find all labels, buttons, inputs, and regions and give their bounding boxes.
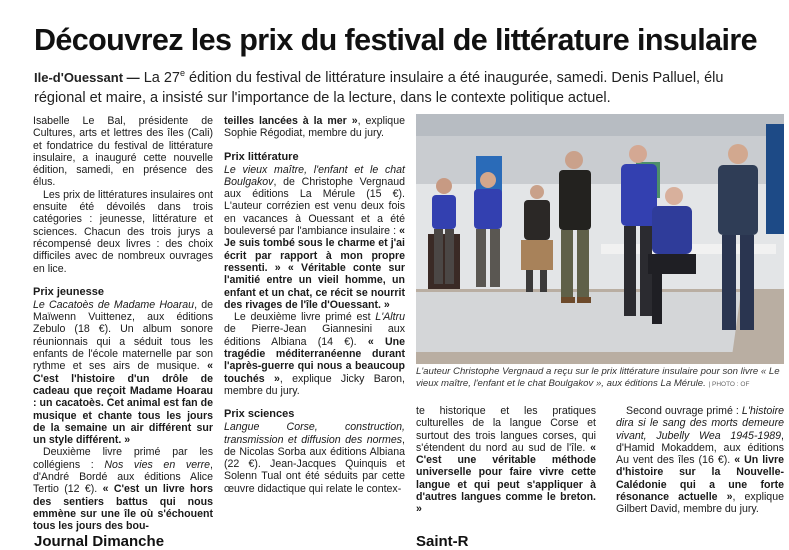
- book-title: Le vieux maître, l'enfant et le chat Boulgakov: [224, 163, 405, 188]
- paragraph-text: , de Christophe Vergnaud aux éditions La Mérule (15 €). L'auteur corrézien est venu deux fois en vacances à Ouessant et a été bouleversé par l'ambiance insulaire :: [224, 175, 405, 238]
- column-1: [33, 115, 213, 533]
- paragraph: Isabelle Le Bal, présidente de Cultures, arts et lettres des îles (Cali) et fondatrice du festival de littérature insulaire, a inauguré cette nouvelle édition, samedi, en présence des élus.: [33, 115, 213, 189]
- intro-sup: e: [180, 68, 186, 78]
- paragraph-text: , de Nicolas Sorba aux éditions Albiana (22 €). Jean-Jacques Quinquis et Solenn Tual ont été séduits par cette œuvre didactique qui relate le contex-: [224, 433, 405, 495]
- section-heading-litterature: Prix littérature: [224, 150, 299, 163]
- paragraph-text: , de Maïwenn Vuittenez, aux éditions Zebulo (18 €). Un album sonore réunionnais qui a séduit tous les enfants de l'école maternelle par son rythme et ses airs de musique.: [33, 298, 214, 373]
- paragraph: Les prix de littératures insulaires ont ensuite été dévoilés dans trois catégories : jeunesse, littérature et sciences. Chacun des trois jurys a récompensé deux livres : des choix difficiles avec de nombreux ouvrages en lice.: [33, 188, 213, 275]
- article-photo: [416, 114, 784, 364]
- column-3: [416, 405, 596, 516]
- next-article-title-clipped: Journal Dimanche: [34, 533, 165, 550]
- quote: « Une tragédie méditerranéenne durant l'après-guerre qui nous a beaucoup touchés »: [224, 335, 405, 385]
- section-heading-sciences: Prix sciences: [224, 408, 295, 421]
- section-heading-jeunesse: Prix jeunesse: [33, 285, 104, 298]
- paragraph-text: Le deuxième livre primé est: [234, 311, 376, 324]
- paragraph-text: , d'Hamid Mokaddem, aux éditions Au vent des îles (16 €).: [616, 429, 784, 467]
- paragraph: [416, 405, 596, 516]
- paragraph-text: , explique Gilbert David, membre du jury.: [616, 491, 784, 516]
- quote: « C'est l'histoire d'un drôle de cadeau que reçoit Madame Hoarau : un cacatoès. Cet animal est fan de musique et chante tous les jours de la semaine un air différent sur un style différent. »: [33, 360, 213, 447]
- quote: « C'est une véritable méthode universelle pour faire vivre cette langue et qui peut s'appliquer à d'autres langues comme le breton. »: [416, 441, 596, 516]
- paragraph-text: te historique et les pratiques culturelles de la langue Corse et surtout des trois langues corses, qui s'étendent du nord au sud de l'île.: [416, 405, 596, 454]
- next-article-title-clipped: Saint-R: [416, 533, 469, 550]
- book-title: L'histoire dira si le sang des morts demeure vivant, Jubelly Wea 1945-1989: [616, 405, 784, 442]
- column-4: [616, 405, 784, 516]
- caption-text: L'auteur Christophe Vergnaud a reçu sur le prix littérature insulaire pour son livre « Le vieux maître, l'enfant et le chat Boulgakov », aux éditions La Mérule.: [416, 366, 780, 389]
- article-headline: Découvrez les prix du festival de littérature insulaire: [34, 23, 757, 57]
- book-title: Nos vies en verre: [104, 458, 211, 471]
- column-2: [224, 115, 405, 495]
- photo-credit: | PHOTO : OF: [708, 380, 750, 388]
- paragraph-text: Deuxième livre primé par les collégiens :: [33, 446, 213, 471]
- photo-caption: [416, 366, 784, 390]
- paragraph: [33, 446, 213, 532]
- paragraph: [224, 115, 405, 140]
- paragraph: [224, 164, 405, 312]
- intro-text-a: La 27: [139, 69, 180, 86]
- quote: « Je suis tombé sous le charme et j'ai écrit par rapport à mon propre ressenti. » « Véritable conte sur l'amitié entre un vieil homme, un enfant et un chat, ce récit se nourrit des rivages de l'île d'Ouessant. »: [224, 225, 405, 311]
- dateline: Ile-d'Ouessant —: [34, 69, 140, 85]
- paragraph: [224, 311, 405, 397]
- quote: teilles lancées à la mer »: [224, 115, 358, 127]
- intro-text-b: édition du festival de littérature insulaire a été inaugurée, samedi. Denis Palluel, élu régional et maire, a insisté sur l'importance de la lecture, dans le contexte politique actuel.: [34, 69, 724, 106]
- paragraph-text: de Pierre-Jean Giannesini aux éditions Albiana (14 €).: [224, 323, 405, 348]
- award-ceremony-photo: [416, 114, 784, 364]
- paragraph-text: , explique Sophie Régodiat, membre du jury.: [224, 115, 405, 140]
- paragraph-text: Second ouvrage primé :: [626, 405, 742, 417]
- paragraph-text: , explique Jicky Baron, membre du jury.: [224, 372, 405, 397]
- article-intro: [34, 63, 754, 108]
- paragraph: [33, 299, 213, 447]
- book-title: Langue Corse, construction, transmission et diffusion des normes: [224, 421, 405, 446]
- paragraph-text: , d'André Bordé aux éditions Alice Tertio (12 €).: [33, 458, 213, 496]
- quote: « C'est un livre hors des sentiers battus qui nous emmène sur une île où s'échouent tous les jours des bou-: [33, 483, 213, 533]
- book-title: Le Cacatoès de Madame Hoarau: [33, 298, 195, 311]
- paragraph: [616, 405, 784, 516]
- quote: « Un livre d'histoire sur la Nouvelle-Calédonie qui a une forte résonance actuelle »: [616, 454, 784, 504]
- paragraph: [224, 421, 405, 495]
- book-title: L'Altru: [375, 311, 405, 324]
